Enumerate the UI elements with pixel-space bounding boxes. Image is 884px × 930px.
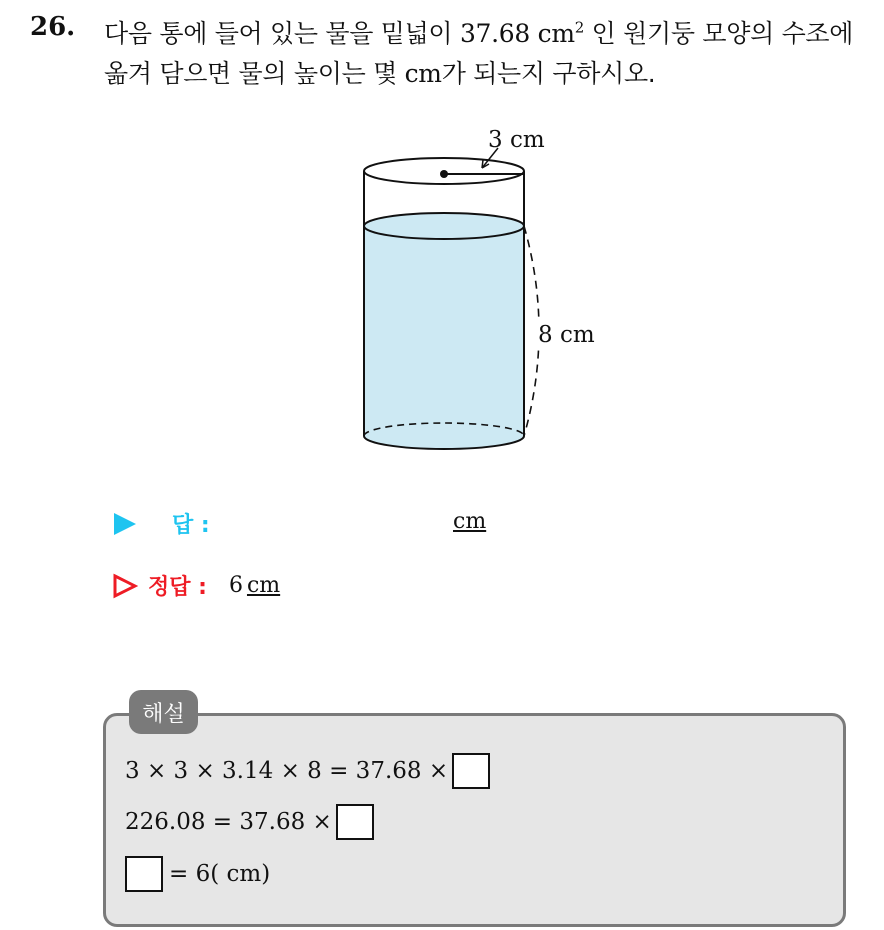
radius-label: 3 cm [488, 127, 545, 153]
question-text-line-2 [104, 54, 655, 90]
solution-equation-1: 3 × 3 × 3.14 × 8 = 37.68 × [125, 758, 449, 784]
solution-line-1 [125, 753, 490, 789]
question-text-part: 인 원기둥 모양의 수조에 [584, 19, 854, 48]
answer-unit: cm [453, 509, 487, 534]
height-label: 8 cm [538, 322, 595, 348]
correct-answer-row [112, 570, 280, 601]
question-number: 26. [30, 12, 76, 42]
cylinder-figure [340, 120, 620, 460]
solution-line-3 [125, 856, 270, 892]
question-text-part: 가 되는지 구하시오. [441, 59, 656, 88]
solution-line-2 [125, 804, 374, 840]
blank-box [452, 753, 490, 789]
correct-triangle-icon [112, 573, 138, 599]
answer-row [112, 508, 210, 539]
solution-tag: 해설 [129, 690, 198, 734]
correct-unit: cm [246, 573, 281, 598]
blank-box [125, 856, 163, 892]
answer-play-icon [112, 511, 138, 537]
solution-equation-2: 226.08 = 37.68 × [125, 809, 332, 835]
base-area-value: 37.68 [459, 19, 531, 48]
area-unit: cm [537, 19, 575, 48]
area-unit-exponent: 2 [574, 18, 585, 37]
question-text-part: 옮겨 담으면 물의 높이는 몇 [104, 59, 405, 88]
solution-equation-3: = 6( cm) [169, 861, 271, 887]
height-unit: cm [404, 59, 442, 88]
water-body [364, 226, 524, 449]
water-surface [364, 213, 524, 239]
question-text-part: 다음 통에 들어 있는 물을 밑넓이 [104, 19, 460, 48]
answer-label: 답 : [172, 513, 210, 538]
correct-label: 정답 : [148, 575, 207, 600]
correct-value: 6 [228, 573, 243, 598]
blank-box [336, 804, 374, 840]
question-text-line-1 [104, 14, 853, 50]
